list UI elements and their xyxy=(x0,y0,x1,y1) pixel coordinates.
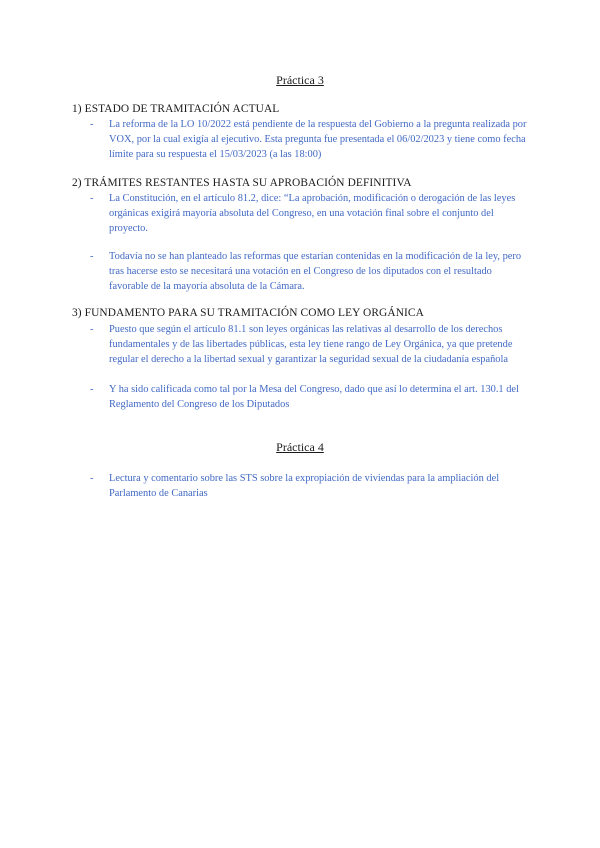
item-text: Lectura y comentario sobre las STS sobre la expropiación de viviendas para la ampliación del Parlamento de Canarias xyxy=(109,473,500,499)
section-2-heading: 2) TRÁMITES RESTANTES HASTA SU APROBACIÓN DEFINITIVA xyxy=(72,177,412,189)
item-text: Puesto que según el artículo 81.1 son leyes orgánicas las relativas al desarrollo de los derechos fundamentales y de las libertades públicas, esta ley tiene rango de Ley Orgánica, ya que pretende regular el derecho a la libertad sexual y garantizar la seguridad sexual de la ciudadanía española xyxy=(109,324,513,365)
item-text: La reforma de la LO 10/2022 está pendiente de la respuesta del Gobierno a la pregunta realizada por VOX, por la cual exigía al ejecutivo. Esta pregunta fue presentada el 06/02/2023 y tiene como fecha límite para su respuesta el 15/03/2023 (a las 18:00) xyxy=(109,119,527,160)
section-1-heading: 1) ESTADO DE TRAMITACIÓN ACTUAL xyxy=(72,103,280,115)
practica-3-title: Práctica 3 xyxy=(276,73,324,87)
bullet-dash: - xyxy=(90,384,94,395)
item-text: Todavía no se han planteado las reformas que estarían contenidas en la modificación de la ley, pero tras hacerse esto se necesitará una votación en el Congreso de los diputados con el resultado favorable de la mayoría absoluta de la Cámara. xyxy=(109,251,522,292)
practica-4-title: Práctica 4 xyxy=(276,440,324,454)
item-text: Y ha sido calificada como tal por la Mesa del Congreso, dado que así lo determina el art. 130.1 del Reglamento del Congreso de los Diputados xyxy=(109,384,519,410)
item-text: La Constitución, en el artículo 81.2, dice: “La aprobación, modificación o derogación de las leyes orgánicas exigirá mayoría absoluta del Congreso, en una votación final sobre el conjunto del proyecto. xyxy=(109,193,516,234)
bullet-dash: - xyxy=(90,193,94,204)
section-3-heading: 3) FUNDAMENTO PARA SU TRAMITACIÓN COMO LEY ORGÁNICA xyxy=(72,307,424,319)
bullet-dash: - xyxy=(90,473,94,484)
bullet-dash: - xyxy=(90,119,94,130)
bullet-dash: - xyxy=(90,324,94,335)
bullet-dash: - xyxy=(90,251,94,262)
